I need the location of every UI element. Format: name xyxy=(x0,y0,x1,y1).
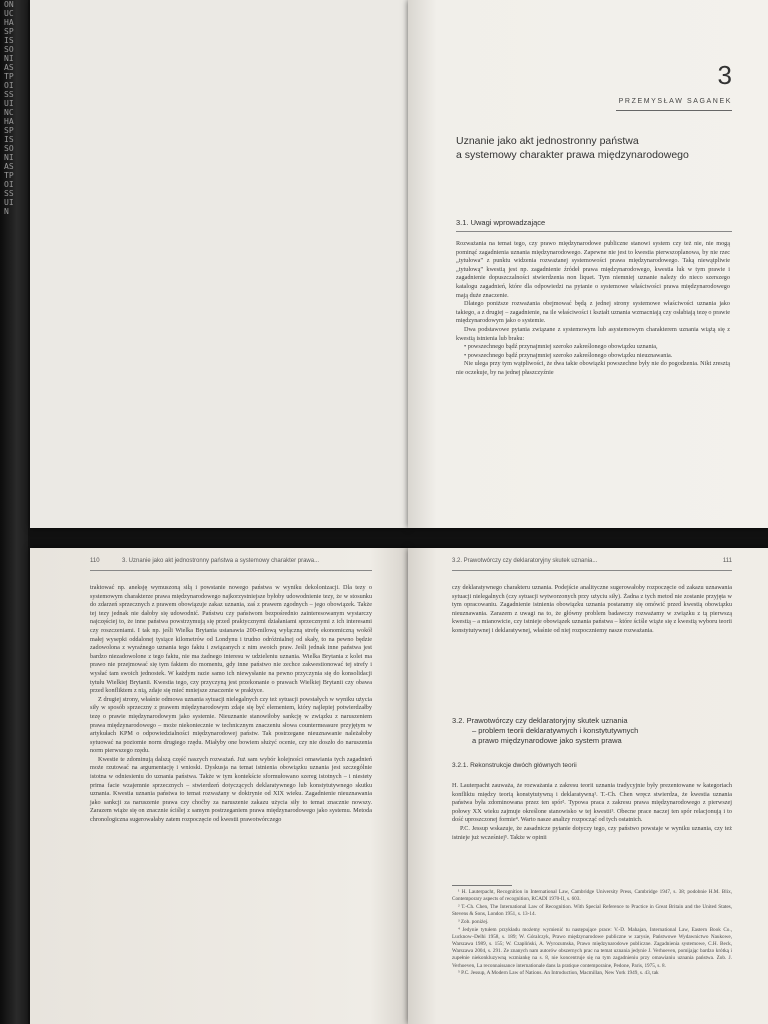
section-rule xyxy=(456,231,732,232)
header-rule xyxy=(452,570,732,571)
footnote: ⁴ Jedynie tytułem przykładu możemy wymienić tu następujące prace: V.-D. Mahajan, International Law, Eastern Book Co., Lucknow–Delhi 1958, s. 189; W. Góralczyk, Prawo międzynarodowe publiczne w zarysie, Państwowe Wydawnictwo Naukowe, Warszawa 1989, s. 155; W. Czapliński, A. Wyrozumska, Prawo międzynarodowe publiczne. Zagadnienia systemowe, C.H. Beck, Warszawa 2004, s. 291. Ze znanych nam autorów obszernych prac na temat uznania jedynie J. Verhoeven, pomijając bardzo krótką i zupełnie niekonkluzywną wzmiankę na s. 8, nie koncentruje się na tym zagadnieniu przy omawianiu uznania państwa. Zob. J. Verhoeven, La reconnaissance internationale dans la pratique contemporaine, Pedone, Paris, 1975, s. 8. xyxy=(452,926,732,969)
chapter-title-line-2: a systemowy charakter prawa międzynarodowego xyxy=(456,149,689,161)
bullet-item: • powszechnego bądź przynajmniej szeroko zakreślonego obowiązku uznania, xyxy=(464,343,658,351)
book-spine xyxy=(0,0,28,1024)
page-number: 111 xyxy=(722,558,732,564)
footnote: ² T.-Ch. Chen, The International Law of Recognition. With Special Reference to Practice in Great Britain and the United States, Stevens & Sons, London 1951, s. 13-14. xyxy=(452,903,732,918)
footnote: ¹ H. Lauterpacht, Recognition in International Law, Cambridge University Press, Cambridge 1947, s. 38; podobnie H.M. Blix, Contemporary aspects of recognition, RCADI 1970-II, s. 603. xyxy=(452,889,732,903)
page-111 xyxy=(408,548,768,1024)
page-110 xyxy=(30,548,408,1024)
spine-text: ONUCHASPISSONIASTPOISSUINCHASPISSONIASTPOISSUIN xyxy=(4,0,14,216)
running-head: 3. Uznanie jako akt jednostronny państwa a systemowy charakter prawa... xyxy=(122,558,320,564)
section-heading: 3.1. Uwagi wprowadzające xyxy=(456,218,546,227)
paragraph: Kwestie te zdominują dalszą część naszych rozważań. Już sam wybór kolejności omawiania tych zagadnień może rzutować na argumentację i wnioski. Dyskusja na temat istnienia obowiązku uznania jest szczególnie istotna w odniesieniu do uznania państwa. Także w tym kontekście sformułowano szereg istotnych – i niestety prima facie wzajemnie sprzecznych – stwierdzeń dotyczących deklaratywnego lub konstytutywnego skutku uznania. Kwestia uznania państwa to temat rozważany w doktrynie od XIX wieku. Zagadnienie nieuznawania jako sankcji za naruszenie prawa czy choćby za naruszenie zakazu użycia siły to temat znacznie nowszy. Zarazem wiąże się on znacznie ściślej z samym postrzeganiem prawa międzynarodowego jako systemu. Metoda chronologiczna sugerowałaby zatem rozpoczęcie od kwestii prawotwórczego xyxy=(90,755,372,824)
section-heading xyxy=(452,716,732,746)
body-text xyxy=(456,240,730,378)
chapter-title xyxy=(456,134,736,162)
scan-gap xyxy=(28,528,768,548)
paragraph: Dwa podstawowe pytania związane z systemowym lub asystemowym charakterem uznania wiążą się z kwestią istnienia lub braku: xyxy=(456,325,730,342)
section-heading-line: – problem teorii deklaratywnych i konstytutywnych xyxy=(472,726,639,735)
chapter-author: PRZEMYSŁAW SAGANEK xyxy=(618,98,732,105)
paragraph: Dlatego poniższe rozważania obejmować będą z jednej strony systemowe właściwości uznania jako takiego, a z drugiej – zagadnienie, na ile właściwości i kształt uznania wzmacniają czy osłabiają tezę o prawie międzynarodowym jako o systemie. xyxy=(456,300,730,325)
paragraph: czy deklaratywnego charakteru uznania. Podejście analityczne sugerowałoby rozpoczęcie od zakazu uznawania sytuacji nielegalnych (czy sytuacji wytworzonych przy użyciu siły). Żadna z tych metod nie zostanie przyjęta w tym opracowaniu. Zagadnienie istnienia obowiązku uznania postaramy się omówić przed kwestią obowiązku nieuznawania. Zarazem z uwagi na to, że główny problem badawczy rozważamy w związku z tą pierwszą kwestią – a mianowicie, czy istnieje obowiązek uznania państwa – które ściśle wiąże się z kwestią wyboru teorii konstytutywnej i deklaratywnej, właśnie od niej rozpoczniemy nasze rozważania. xyxy=(452,584,732,634)
footnote: ³ Zob. poniżej. xyxy=(458,918,489,925)
body-text xyxy=(90,584,372,825)
body-text xyxy=(452,584,732,636)
footnote-rule xyxy=(452,885,512,886)
paragraph: traktować np. aneksję wymuszoną siłą i powstanie nowego państwa w wyniku dekolonizacji. Dla tezy o systemowym charakterze prawa międzynarodowego najkorzystniejsze byłoby udowodnienie tezy, że w stosunku do zdarzeń sprzecznych z prawem obowiązuje zakaz uznania, zaś z prawem zgodnych – jego obowiązek. Także tej tezy jednak nie dałoby się udowodnić. Państwu czy państwom bezpośrednio zainteresowanym wystarczy najczęściej to, że inne państwa powstrzymują się przed praktycznymi działaniami sprzecznymi z ich interesami czy roszczeniami. I tak np. jeśli Wielka Brytania ustanawia 200-milową wyłączną strefę ekonomiczną wokół małej wysepki oddalonej tysiące kilometrów od Londynu i trudno odróżnialnej od skały, to na pewno będzie zadowolona z wyraźnego uznania tego faktu i związanych z nim swoich praw. Jeśli jednak inne państwa jest bardzo niezadowolone z tego faktu, nie ma żadnego interesu w udzieleniu uznania. Wielka Brytania z kolei ma prawo nie przejmować się tym faktem do momentu, gdy inne państwo nie zechce zakwestionować tej strefy i wysłać tam swoich jednostek. W każdym razie samo ich niewysłanie na pewno przyczynia się do konsolidacji tytułu Wielkiej Brytanii. Kwestia tego, czy przyczyną jest przekonanie o prawach Wielkiej Brytanii czy obawa przed konfliktem z nią, zdaje się mieć mniejsze znaczenie w praktyce. xyxy=(90,584,372,695)
blank-page xyxy=(30,0,408,528)
header-rule xyxy=(90,570,372,571)
running-head: 3.2. Prawotwórczy czy deklaratoryjny skutek uznania... xyxy=(452,558,598,564)
footnote: ⁵ P.C. Jessup, A Modern Law of Nations. An Introduction, Macmillan, New York 1949, s. 43, tak xyxy=(458,970,659,977)
paragraph: Rozważania na temat tego, czy prawo międzynarodowe publiczne stanowi system czy też nie, nie mogą pominąć zagadnienia uznania międzynarodowego. Zapewne nie jest to kwestia pierwszoplanowa, by nie rzec „tytułowa” z punktu widzenia rozważanej systemowości prawa międzynarodowego. Taką niewątpliwie „tytułową” kwestią jest np. zagadnienie źródeł prawa międzynarodowego, kwestia luk w tym prawie i zagadnienie dopuszczalności stwierdzenia non liquet. Tym niemniej uznanie należy do nieco szerszego katalogu zagadnień, które dla odpowiedzi na pytanie o systemowe właściwości prawa międzynarodowego mają duże znaczenie. xyxy=(456,240,730,299)
paragraph: P.C. Jessup wskazuje, że zasadnicze pytanie dotyczy tego, czy państwo powstaje w wyniku uznania, czy też istnieje już wcześniej⁵. Także w opinii xyxy=(452,824,732,841)
paragraph: H. Lauterpacht zauważa, że rozważania z zakresu teorii uznania tradycyjnie były prezentowane w kategoriach konfliktu między teorią konstytutywną i deklaratywną¹. T.-Ch. Chen wręcz stwierdza, że kwestia uznania państwa była zdominowana przez ten spór². Typowa praca z zakresu prawa międzynarodowego z pierwszej połowy XX wieku zajmuje określone stanowisko w tej kwestii³. Obecne prace naczej ten spór relacjonują i to dość uproszczonej formie⁴. Warto nasze analizy rozpocząć od tych ostatnich. xyxy=(452,782,732,824)
footnotes xyxy=(452,889,732,978)
page-number: 110 xyxy=(90,558,100,564)
author-rule xyxy=(616,110,732,111)
bullet-item: • powszechnego bądź przynajmniej szeroko zakreślonego obowiązku nieuznawania. xyxy=(464,351,673,359)
chapter-number: 3 xyxy=(717,60,732,90)
paragraph: Nie ulega przy tym wątpliwości, że dwa takie obowiązki powszechne były nie do pogodzenia. Nikt zresztą nie oczekuje, by na jednej płaszczyźnie xyxy=(456,360,730,376)
body-text xyxy=(452,782,732,842)
paragraph: Z drugiej strony, właśnie odmowa uznania sytuacji nielegalnych czy też sytuacji powstałych w wyniku użycia siły w sposób sprzeczny z prawem międzynarodowym zdaje się być elementem, który najlepiej potwierdzałby tezę o prawie międzynarodowym jako systemie. Nieuznanie stanowiłoby sankcję w związku z naruszeniem prawa międzynarodowego – może niekoniecznie w technicznym znaczeniu słowa countermeasure przyjętym w artykułach KPM o odpowiedzialności międzynarodowej państw. Tak postrzegane nieuznawanie należałoby sytuować na poziomie norm drugiego rzędu. Miałyby one bowiem służyć ocenie, czy nie doszło do naruszenia norm pierwszego rzędu. xyxy=(90,695,372,755)
chapter-opening-page xyxy=(408,0,768,528)
section-heading-line: a prawo międzynarodowe jako system prawa xyxy=(472,736,622,745)
section-heading-line: 3.2. Prawotwórczy czy deklaratoryjny skutek uznania xyxy=(452,716,628,725)
chapter-title-line-1: Uznanie jako akt jednostronny państwa xyxy=(456,135,639,147)
subsection-heading: 3.2.1. Rekonstrukcje dwóch głównych teorii xyxy=(452,762,577,769)
